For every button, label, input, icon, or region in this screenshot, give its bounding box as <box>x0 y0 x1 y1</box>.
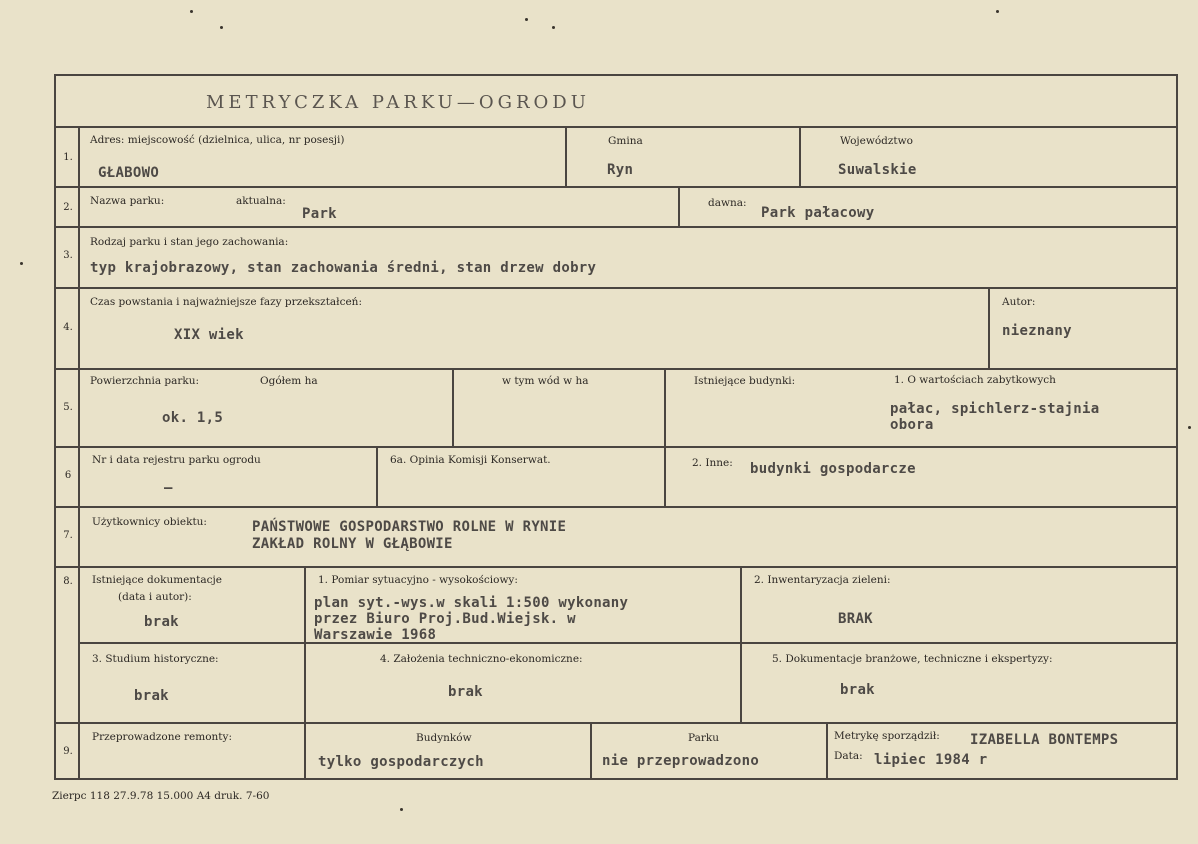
cell-divider <box>799 126 801 186</box>
opinia-label: 6a. Opinia Komisji Konserwat. <box>390 454 551 466</box>
row-number-4: 4. <box>63 322 73 333</box>
budynkow-label: Budynków <box>416 732 472 744</box>
number-column-divider <box>78 126 80 778</box>
ogolem-label: Ogółem ha <box>260 375 318 387</box>
inne-value: budynki gospodarcze <box>750 461 916 477</box>
czas-label: Czas powstania i najważniejsze fazy przekształceń: <box>90 296 362 308</box>
pomiar-label: 1. Pomiar sytuacyjno - wysokościowy: <box>318 574 518 586</box>
speck <box>190 10 193 13</box>
czas-value: XIX wiek <box>174 327 244 343</box>
form-title: METRYCZKA PARKU—OGRODU <box>206 92 590 113</box>
cell-divider <box>376 446 378 506</box>
row-number-9: 9. <box>63 746 73 757</box>
rejestr-value: – <box>164 480 173 496</box>
row-divider <box>56 226 1176 228</box>
cell-divider <box>678 186 680 226</box>
data-value: lipiec 1984 r <box>874 752 988 768</box>
budynkow-value: tylko gospodarczych <box>318 754 484 770</box>
rodzaj-label: Rodzaj parku i stan jego zachowania: <box>90 236 289 248</box>
row-number-1: 1. <box>63 152 73 163</box>
speck <box>525 18 528 21</box>
inwentaryzacja-value: BRAK <box>838 611 873 627</box>
wojewodztwo-label: Województwo <box>840 135 913 147</box>
form-frame <box>54 74 1178 780</box>
wojewodztwo-value: Suwalskie <box>838 162 917 178</box>
speck <box>220 26 223 29</box>
row-number-8: 8. <box>63 576 73 587</box>
powierzchnia-label: Powierzchnia parku: <box>90 375 200 387</box>
aktualna-label: aktualna: <box>236 195 286 207</box>
gmina-label: Gmina <box>608 135 643 147</box>
powierzchnia-value: ok. 1,5 <box>162 410 224 426</box>
pomiar-value-line1: plan syt.-wys.w skali 1:500 wykonany <box>314 595 629 611</box>
row-divider <box>56 506 1176 508</box>
rodzaj-value: typ krajobrazowy, stan zachowania średni, stan drzew dobry <box>90 260 597 276</box>
nazwa-label: Nazwa parku: <box>90 195 165 207</box>
row-divider <box>56 566 1176 568</box>
row-number-6: 6 <box>64 470 72 481</box>
cell-divider <box>740 566 742 722</box>
gmina-value: Ryn <box>607 162 634 178</box>
row-divider <box>56 186 1176 188</box>
w-tym-wod-label: w tym wód w ha <box>502 375 589 387</box>
zalozenia-label: 4. Założenia techniczno-ekonomiczne: <box>380 653 583 665</box>
dawna-value: Park pałacowy <box>761 205 875 221</box>
row-divider <box>56 446 1176 448</box>
sporzadzil-label: Metrykę sporządził: <box>834 730 940 742</box>
studium-label: 3. Studium historyczne: <box>92 653 219 665</box>
dawna-label: dawna: <box>708 197 747 209</box>
row-divider <box>56 126 1176 128</box>
autor-value: nieznany <box>1002 323 1072 339</box>
dokumentacje-label: Istniejące dokumentacje <box>92 574 222 586</box>
inne-label: 2. Inne: <box>692 457 733 469</box>
adres-label: Adres: miejscowość (dzielnica, ulica, nr posesji) <box>90 134 345 146</box>
speck <box>996 10 999 13</box>
print-footer: Zierpc 118 27.9.78 15.000 A4 druk. 7-60 <box>52 790 270 802</box>
branzowe-label: 5. Dokumentacje branżowe, techniczne i ekspertyzy: <box>772 653 1053 665</box>
zabytkowe-value-line2: obora <box>890 417 934 433</box>
row-number-5: 5. <box>63 402 73 413</box>
speck <box>400 808 403 811</box>
zabytkowe-value-line1: pałac, spichlerz-stajnia <box>890 401 1100 417</box>
studium-value: brak <box>134 688 169 704</box>
cell-divider <box>304 566 306 722</box>
cell-divider <box>664 446 666 506</box>
sporzadzil-value: IZABELLA BONTEMPS <box>970 732 1119 748</box>
cell-divider <box>565 126 567 186</box>
cell-divider <box>590 722 592 778</box>
aktualna-value: Park <box>302 206 337 222</box>
remonty-label: Przeprowadzone remonty: <box>92 731 232 743</box>
uzytkownicy-value-line1: PAŃSTWOWE GOSPODARSTWO ROLNE W RYNIE <box>252 519 567 535</box>
row-divider <box>56 287 1176 289</box>
branzowe-value: brak <box>840 682 875 698</box>
zalozenia-value: brak <box>448 684 483 700</box>
inwentaryzacja-label: 2. Inwentaryzacja zieleni: <box>754 574 891 586</box>
zabytkowe-label: 1. O wartościach zabytkowych <box>894 374 1056 386</box>
row-divider <box>56 368 1176 370</box>
rejestr-label: Nr i data rejestru parku ogrodu <box>92 454 261 466</box>
row-divider <box>56 722 1176 724</box>
speck <box>552 26 555 29</box>
cell-divider <box>826 722 828 778</box>
data-label: Data: <box>834 750 863 762</box>
cell-divider <box>988 287 990 368</box>
uzytkownicy-value-line2: ZAKŁAD ROLNY W GŁĄBOWIE <box>252 536 453 552</box>
pomiar-value-line3: Warszawie 1968 <box>314 627 437 643</box>
istniejace-budynki-label: Istniejące budynki: <box>694 375 796 387</box>
parku-value: nie przeprowadzono <box>602 753 760 769</box>
row-number-2: 2. <box>63 202 73 213</box>
parku-label: Parku <box>688 732 719 744</box>
dokumentacje-value: brak <box>144 614 179 630</box>
speck <box>1188 426 1191 429</box>
pomiar-value-line2: przez Biuro Proj.Bud.Wiejsk. w <box>314 611 576 627</box>
cell-divider <box>664 368 666 446</box>
row-number-3: 3. <box>63 250 73 261</box>
adres-value: GŁABOWO <box>98 165 160 181</box>
row-divider <box>80 642 1176 644</box>
cell-divider <box>452 368 454 446</box>
uzytkownicy-label: Użytkownicy obiektu: <box>92 516 207 528</box>
speck <box>20 262 23 265</box>
cell-divider <box>304 722 306 778</box>
row-number-7: 7. <box>63 530 73 541</box>
autor-label: Autor: <box>1002 296 1036 308</box>
dokumentacje-sublabel: (data i autor): <box>118 591 192 603</box>
